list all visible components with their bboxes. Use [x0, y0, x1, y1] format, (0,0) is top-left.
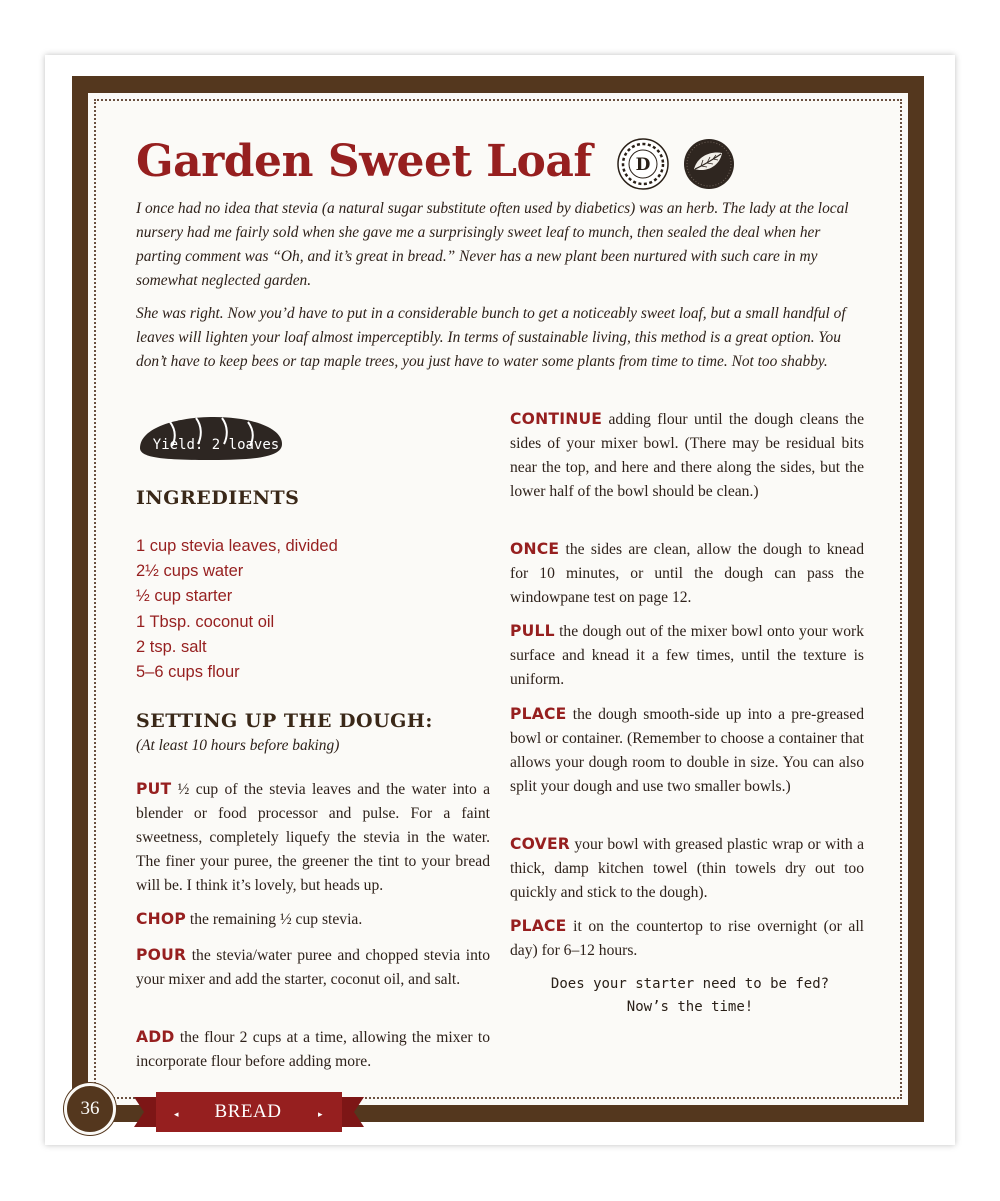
yield-badge [136, 412, 286, 464]
step-text: the dough smooth-side up into a pre-greased bowl or container. (Remember to choose a container that allows your dough room to double in size. You can also split your dough and use two smaller bowls.) [510, 706, 864, 795]
d-badge-icon [616, 137, 670, 191]
svg-text:◂: ◂ [174, 1110, 179, 1120]
step-continue [510, 407, 864, 504]
step-keyword: ADD [136, 1028, 175, 1046]
ingredient-item: ½ cup starter [136, 587, 233, 606]
d-badge-label: D [635, 155, 651, 175]
ingredient-item: 2½ cups water [136, 562, 244, 581]
setup-heading: SETTING UP THE DOUGH: [136, 710, 433, 732]
tip-line-1: Does your starter need to be fed? [550, 976, 830, 992]
step-add [136, 1025, 490, 1074]
step-pour [136, 943, 490, 992]
step-text: the stevia/water puree and chopped stevia into your mixer and add the starter, coconut oil, and salt. [136, 947, 490, 988]
step-keyword: PLACE [510, 917, 567, 935]
step-place-rise [510, 914, 864, 963]
step-keyword: CHOP [136, 910, 186, 928]
intro-paragraph-1: I once had no idea that stevia (a natural sugar substitute often used by diabetics) was an herb. The lady at the local nursery had me fairly sold when she gave me a surprisingly sweet leaf to munch, then sealed the deal when her parting comment was “Oh, and it’s great in bread.” Never has a new plant been nurtured with such care in my somewhat neglected garden. [136, 200, 849, 289]
yield-label: Yield: 2 loaves [152, 437, 280, 453]
starter-tip [510, 973, 870, 1019]
step-pull [510, 619, 864, 692]
step-text: the dough out of the mixer bowl onto your work surface and knead it a few times, until the texture is uniform. [510, 623, 864, 688]
section-label: BREAD [214, 1101, 282, 1122]
step-keyword: PULL [510, 622, 555, 640]
svg-text:▸: ▸ [318, 1110, 323, 1120]
step-cover [510, 832, 864, 905]
setup-subtitle: (At least 10 hours before baking) [136, 737, 340, 754]
step-keyword: ONCE [510, 540, 560, 558]
step-chop [136, 907, 490, 932]
ingredient-item: 5–6 cups flour [136, 662, 240, 681]
leaf-badge-icon [682, 137, 736, 191]
step-keyword: COVER [510, 835, 571, 853]
ingredients-heading: INGREDIENTS [136, 487, 300, 509]
step-text: adding flour until the dough cleans the sides of your mixer bowl. (There may be residual bits near the top, and here and there along the sides, but the lower half of the bowl should be clean.) [510, 411, 864, 500]
step-text: ½ cup of the stevia leaves and the water into a blender or food processor and pulse. For a faint sweetness, completely liquefy the stevia in the water. The finer your puree, the greener the tint to your bread will be. I think it’s lovely, but heads up. [136, 781, 490, 894]
step-keyword: PUT [136, 780, 172, 798]
step-text: it on the countertop to rise overnight (or all day) for 6–12 hours. [510, 918, 864, 959]
step-place [510, 702, 864, 799]
tip-line-2: Now’s the time! [626, 999, 754, 1015]
step-once [510, 537, 864, 610]
step-text: the flour 2 cups at a time, allowing the mixer to incorporate flour before adding more. [136, 1029, 490, 1070]
step-keyword: CONTINUE [510, 410, 603, 428]
step-text: the remaining ½ cup stevia. [185, 911, 363, 928]
step-keyword: PLACE [510, 705, 567, 723]
step-keyword: POUR [136, 946, 187, 964]
step-text: your bowl with greased plastic wrap or with a thick, damp kitchen towel (thin towels dry out too quickly and stick to the dough). [510, 836, 864, 901]
ingredients-list [136, 534, 338, 685]
recipe-title: Garden Sweet Loaf [136, 136, 592, 187]
ingredient-item: 1 cup stevia leaves, divided [136, 537, 338, 555]
ingredient-item: 2 tsp. salt [136, 637, 207, 656]
step-put [136, 777, 490, 898]
step-text: the sides are clean, allow the dough to knead for 10 minutes, or until the dough can pass the windowpane test on page 12. [510, 541, 864, 606]
page-number: 36 [64, 1083, 116, 1135]
ingredient-item: 1 Tbsp. coconut oil [136, 612, 275, 631]
intro-paragraph-2: She was right. Now you’d have to put in a considerable bunch to get a noticeably sweet loaf, but a small handful of leaves will lighten your loaf almost imperceptibly. In terms of sustainable living, this method is a great option. You don’t have to keep bees or tap maple trees, you just have to water some plants from time to time. Not too shabby. [136, 305, 846, 370]
